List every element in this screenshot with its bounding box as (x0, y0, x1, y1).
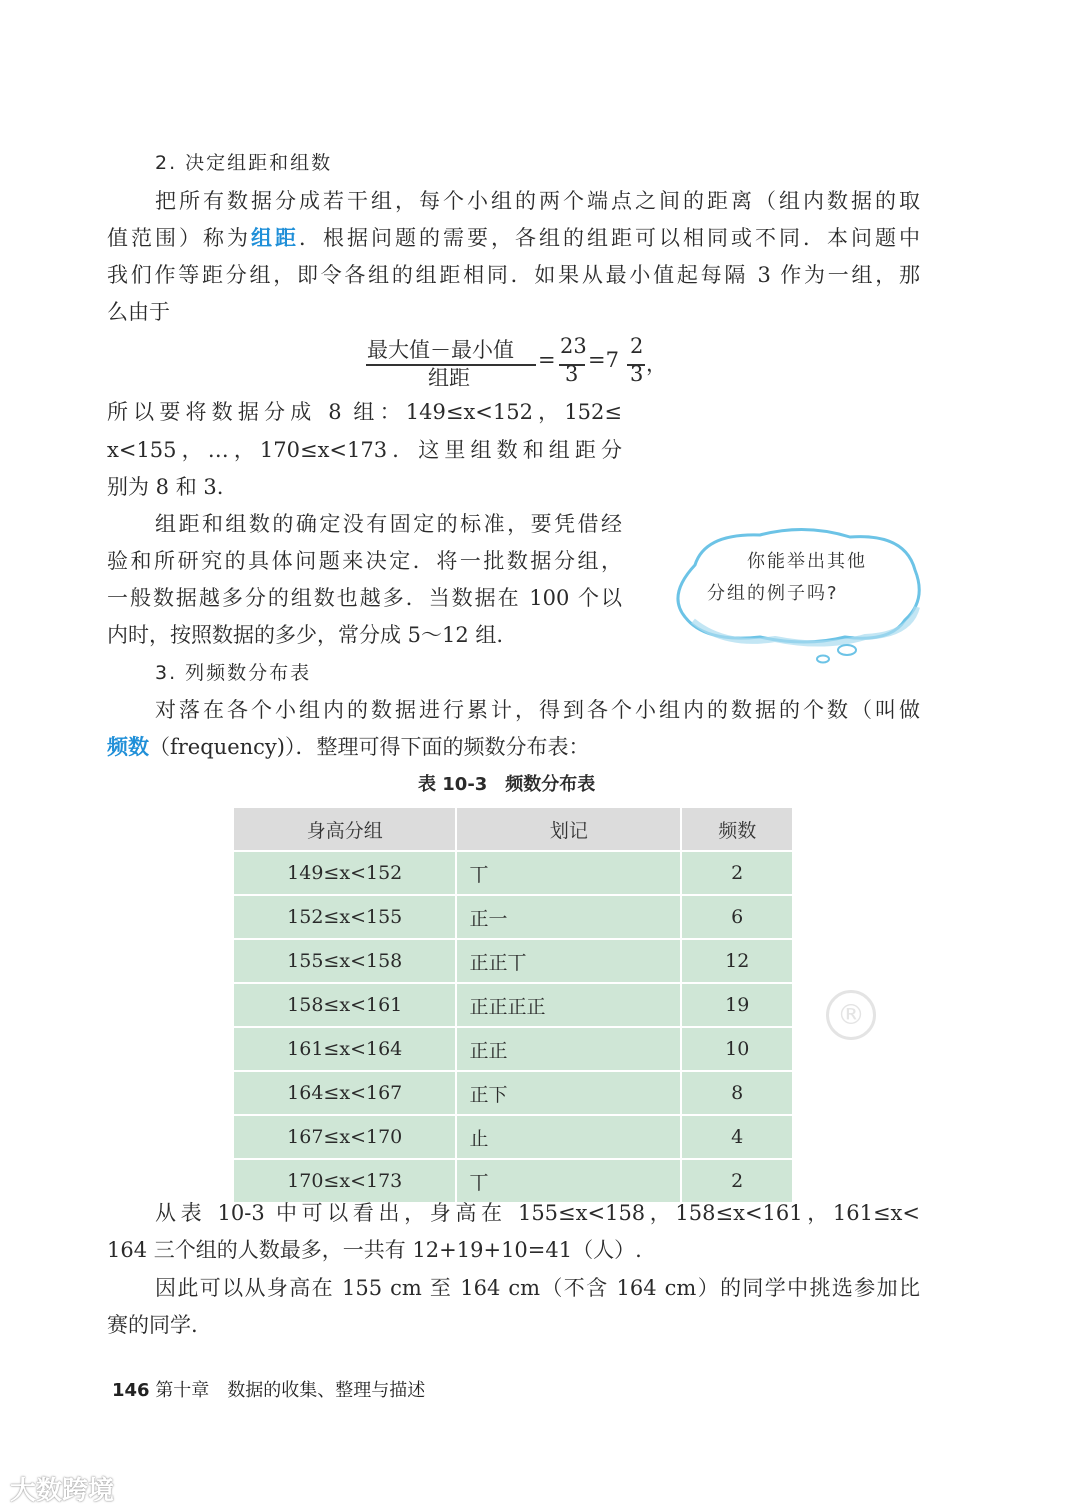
header-frequency: 频数 (681, 807, 793, 851)
frequency: 2 (681, 851, 793, 895)
height-range: 164≤x<167 (233, 1071, 456, 1115)
paragraph-line: 164 三个组的人数最多，一共有 12+19+10=41（人）. (107, 1238, 642, 1262)
table-row (233, 983, 793, 1027)
height-range: 149≤x<152 (233, 851, 456, 895)
table-row (233, 1159, 793, 1203)
paragraph-line: 从表 10-3 中可以看出，身高在 155≤x<158，158≤x<161，161≤x< (155, 1201, 920, 1225)
paragraph-line: 别为 8 和 3. (107, 475, 224, 499)
registered-mark: ® (826, 990, 876, 1040)
height-range: 158≤x<161 (233, 983, 456, 1027)
frequency: 4 (681, 1115, 793, 1159)
watermark-logo: 大数跨境 (10, 1476, 115, 1506)
text: 值范围）称为 (107, 226, 251, 250)
paragraph-line: x<155，…，170≤x<173．这里组数和组距分 (107, 438, 622, 462)
height-range: 167≤x<170 (233, 1115, 456, 1159)
tally: 正正正正 (456, 983, 681, 1027)
height-range: 161≤x<164 (233, 1027, 456, 1071)
table-row (233, 895, 793, 939)
mixed-numerator: 2 (630, 334, 644, 358)
callout-line: 分组的例子吗? (707, 583, 839, 604)
tally: 正一 (456, 895, 681, 939)
paragraph-line: 赛的同学. (107, 1313, 198, 1337)
equals: = (538, 348, 556, 372)
callout-line: 你能举出其他 (747, 551, 867, 572)
paragraph-line: 对落在各个小组内的数据进行累计，得到各个小组内的数据的个数（叫做 (155, 698, 920, 722)
comma: ， (646, 352, 667, 376)
table-caption: 表 10-3 频数分布表 (418, 774, 596, 795)
paragraph-line: 因此可以从身高在 155 cm 至 164 cm（不含 164 cm）的同学中挑选参加比 (155, 1276, 920, 1300)
fraction-denominator: 3 (565, 362, 579, 386)
formula-numerator: 最大值－最小值 (367, 338, 514, 362)
fraction-numerator: 23 (560, 334, 587, 358)
header-tally: 划记 (456, 807, 681, 851)
page-footer (112, 1376, 425, 1402)
table-row (233, 939, 793, 983)
text: ．根据问题的需要，各组的组距可以相同或不同．本问题中 (299, 226, 920, 250)
table-row (233, 1027, 793, 1071)
tally: 正正丅 (456, 939, 681, 983)
paragraph-line: 把所有数据分成若干组，每个小组的两个端点之间的距离（组内数据的取 (155, 189, 920, 213)
table-row (233, 851, 793, 895)
mixed-denominator: 3 (630, 362, 644, 386)
chapter-title: 第十章 数据的收集、整理与描述 (155, 1380, 426, 1401)
text: （frequency)）．整理可得下面的频数分布表： (149, 735, 590, 759)
frequency: 8 (681, 1071, 793, 1115)
section-2-heading: 2. 决定组距和组数 (155, 152, 333, 174)
paragraph-line: 么由于 (107, 300, 170, 324)
term-group-width: 组距 (251, 225, 299, 250)
table-row (233, 1071, 793, 1115)
frequency: 19 (681, 983, 793, 1027)
paragraph-line: 组距和组数的确定没有固定的标准，要凭借经 (155, 512, 622, 536)
paragraph-line (107, 223, 920, 253)
height-range: 155≤x<158 (233, 939, 456, 983)
table-header-row (233, 807, 793, 851)
frequency: 2 (681, 1159, 793, 1203)
tally: 正正 (456, 1027, 681, 1071)
frequency: 6 (681, 895, 793, 939)
page-number: 146 (112, 1380, 150, 1401)
equals-seven: =7 (588, 348, 619, 372)
frequency-table (232, 806, 794, 1204)
section-3-heading: 3. 列频数分布表 (155, 662, 312, 684)
paragraph-line: 一般数据越多分的组数也越多．当数据在 100 个以 (107, 586, 622, 610)
frequency: 12 (681, 939, 793, 983)
frequency: 10 (681, 1027, 793, 1071)
term-frequency: 频数 (107, 734, 149, 759)
paragraph-line: 所以要将数据分成 8 组：149≤x<152，152≤ (107, 400, 622, 424)
paragraph-line: 我们作等距分组，即令各组的组距相同．如果从最小值起每隔 3 作为一组，那 (107, 263, 920, 287)
tally: 正下 (456, 1071, 681, 1115)
paragraph-line (107, 732, 920, 762)
thought-cloud-callout (665, 525, 923, 640)
height-range: 152≤x<155 (233, 895, 456, 939)
header-height-group: 身高分组 (233, 807, 456, 851)
paragraph-line: 内时，按照数据的多少，常分成 5～12 组. (107, 623, 504, 647)
tally: 丅 (456, 1159, 681, 1203)
tally: 丅 (456, 851, 681, 895)
table-row (233, 1115, 793, 1159)
formula-denominator: 组距 (428, 366, 470, 390)
paragraph-line: 验和所研究的具体问题来决定．将一批数据分组， (107, 549, 622, 573)
height-range: 170≤x<173 (233, 1159, 456, 1203)
tally: 止 (456, 1115, 681, 1159)
